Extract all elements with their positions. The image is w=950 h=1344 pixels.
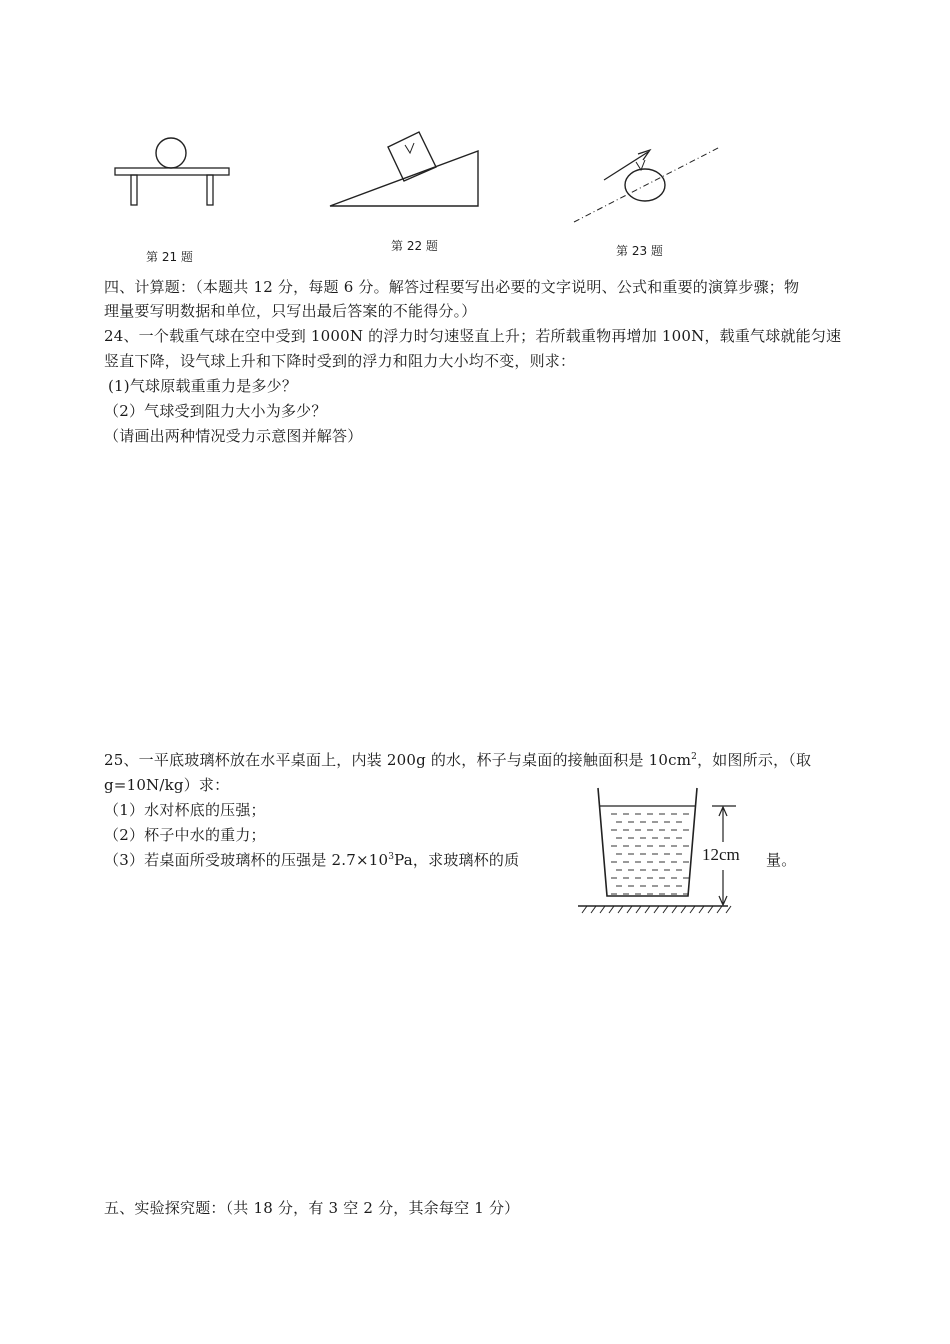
- fig25-ground-hatch: [582, 906, 731, 913]
- section4-header-line2: 理量要写明数据和单位，只写出最后答案的不能得分。）: [104, 302, 477, 320]
- fig25-glass-walls: [598, 788, 697, 896]
- ground-hatch-line: [708, 906, 713, 913]
- ground-hatch-line: [636, 906, 641, 913]
- ground-hatch-line: [600, 906, 605, 913]
- ground-hatch-line: [717, 906, 722, 913]
- section4-header-line1: 四、计算题：（本题共 12 分，每题 6 分。解答过程要写出必要的文字说明、公式和重要的演算步骤；物: [104, 278, 800, 296]
- q24-sub2: （2）气球受到阻力大小为多少？: [104, 402, 327, 420]
- q25-sub1: （1）水对杯底的压强；: [104, 801, 266, 819]
- q24-sub1: (1)气球原载重重力是多少？: [108, 377, 298, 395]
- ground-hatch-line: [681, 906, 686, 913]
- q25-line1: 25、一平底玻璃杯放在水平桌面上，内装 200g 的水，杯子与桌面的接触面积是 $10cm^2$，如图所示，（取: [104, 751, 812, 769]
- ground-hatch-line: [654, 906, 659, 913]
- q25-sub2: （2）杯子中水的重力；: [104, 826, 266, 844]
- ground-hatch-line: [627, 906, 632, 913]
- ground-hatch-line: [663, 906, 668, 913]
- fig25-height-label: 12cm: [702, 845, 740, 864]
- q25-sub3-tail: 量。: [766, 851, 797, 869]
- section5-header: 五、实验探究题：（共 18 分，有 3 空 2 分，其余每空 1 分）: [104, 1199, 520, 1217]
- fig25-water-dashes: [611, 814, 689, 894]
- q24-line2: 竖直下降，设气球上升和下降时受到的浮力和阻力大小均不变，则求：: [104, 352, 576, 370]
- ground-hatch-line: [618, 906, 623, 913]
- ground-hatch-line: [699, 906, 704, 913]
- ground-hatch-line: [591, 906, 596, 913]
- q25-sub3: （3）若桌面所受玻璃杯的压强是 $2.7\times 10^3Pa$，求玻璃杯的质: [104, 851, 520, 869]
- ground-hatch-line: [726, 906, 731, 913]
- ground-hatch-line: [690, 906, 695, 913]
- ground-hatch-line: [672, 906, 677, 913]
- fig22-caption: 第 22 题: [391, 239, 438, 253]
- ground-hatch-line: [645, 906, 650, 913]
- q25-line2: g=10N/kg）求：: [104, 776, 230, 794]
- ground-hatch-line: [582, 906, 587, 913]
- fig23-caption: 第 23 题: [616, 244, 663, 258]
- ground-hatch-line: [609, 906, 614, 913]
- fig21-caption: 第 21 题: [146, 250, 193, 264]
- q24-note: （请画出两种情况受力示意图并解答）: [104, 427, 363, 445]
- q24-line1: 24、一个载重气球在空中受到 1000N 的浮力时匀速竖直上升；若所载重物再增加 100N，载重气球就能匀速: [104, 327, 842, 345]
